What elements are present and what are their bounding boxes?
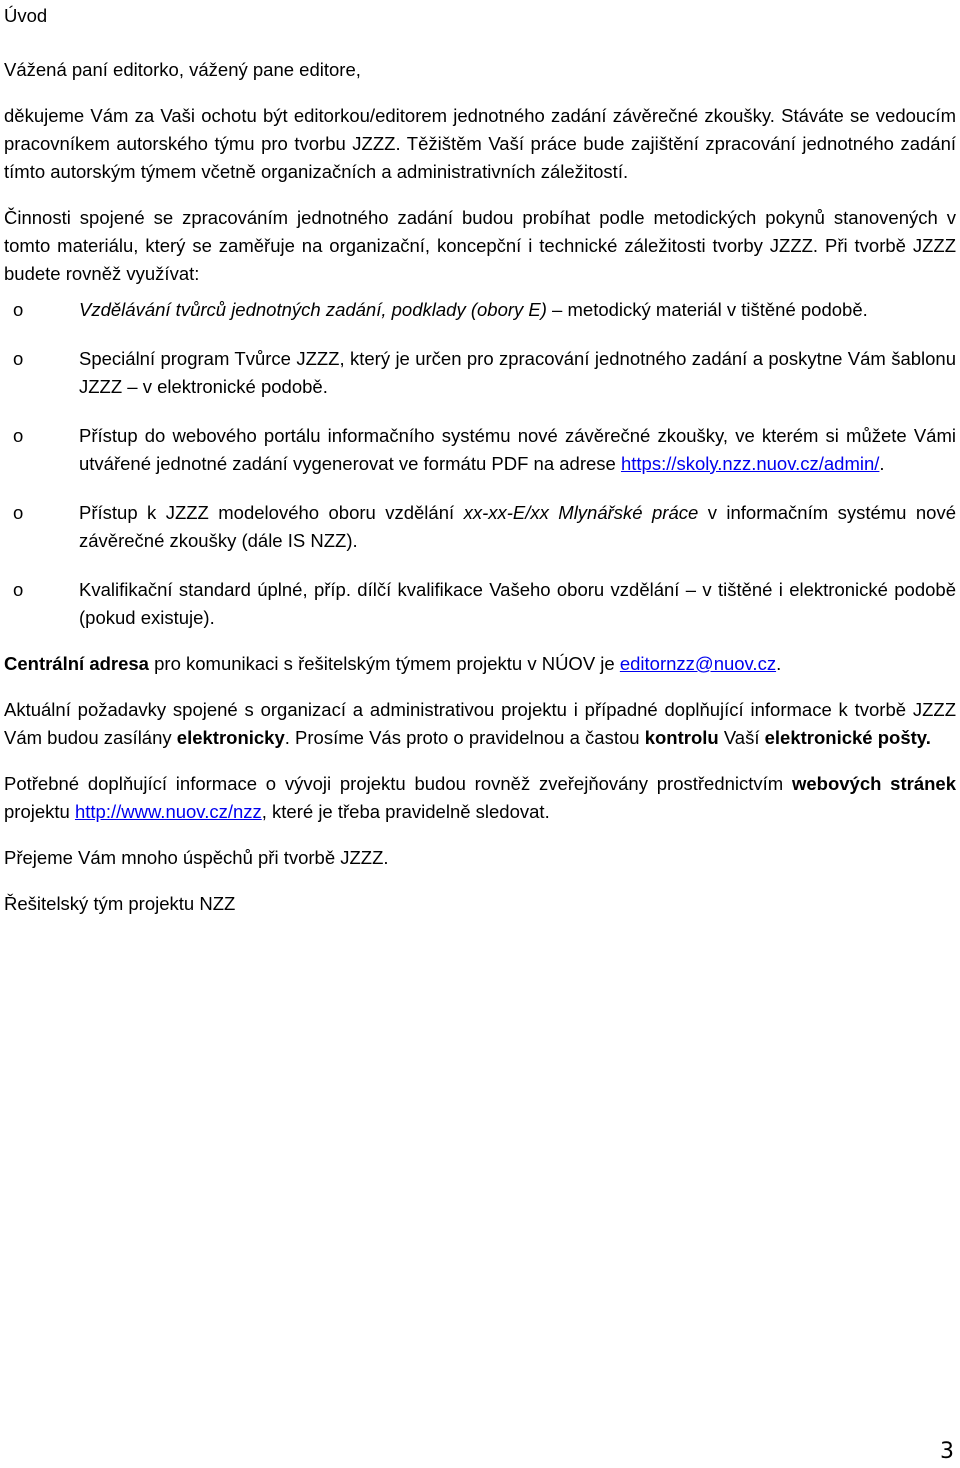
page-heading: Úvod: [4, 5, 48, 26]
requirements-paragraph: Aktuální požadavky spojené s organizací a administrativou projektu i případné doplňující informace k tvorbě JZZZ Vám budou zasílány elektronicky. Prosíme Vás proto o pravidelnou a častou kontrolu Vaší elektronické pošty.: [4, 699, 956, 748]
list-item: [4, 345, 956, 401]
project-website-link[interactable]: http://www.nuov.cz/nzz: [74, 801, 262, 822]
bullet-icon: o: [13, 299, 24, 320]
email-link[interactable]: editornzz@nuov.cz: [619, 653, 777, 674]
model-field-name: xx-xx-E/xx Mlynářské práce: [463, 502, 699, 523]
item-text: – metodický materiál v tištěné podobě.: [546, 299, 868, 320]
item-text: Speciální program Tvůrce JZZZ, který je určen pro zpracování jednotného zadání a poskytne Vám šablonu JZZZ – v elektronické podobě.: [79, 348, 956, 397]
intro-paragraph: děkujeme Vám za Vaši ochotu být editorkou/editorem jednotného zadání závěrečné zkoušky. Stáváte se vedoucím pracovníkem autorského týmu pro tvorbu JZZZ. Těžištěm Vaší práce bude zajištění zpracování jednotného zadání tímto autorským týmem včetně organizačních a administrativních záležitostí.: [4, 105, 956, 182]
list-item: [4, 576, 956, 632]
bullet-icon: o: [13, 502, 24, 523]
central-address-label: Centrální adresa: [4, 653, 149, 674]
item-title: Vzdělávání tvůrců jednotných zadání, podklady (obory E): [79, 299, 547, 320]
list-item: o Přístup k JZZZ modelového oboru vzdělání xx-xx-E/xx Mlynářské práce v informačním systému nové závěrečné zkoušky (dále IS NZZ).: [4, 499, 956, 555]
page-number: 3: [940, 1439, 954, 1464]
salutation: Vážená paní editorko, vážený pane editore,: [4, 59, 361, 80]
list-item: o Přístup do webového portálu informačního systému nové závěrečné zkoušky, ve kterém si můžete Vámi utvářené jednotné zadání vygenerovat ve formátu PDF na adrese https://skoly.nzz.nuov.cz/admin/.: [4, 422, 956, 478]
closing-wish: Přejeme Vám mnoho úspěchů při tvorbě JZZZ.: [4, 847, 389, 868]
website-paragraph: Potřebné doplňující informace o vývoji projektu budou rovněž zveřejňovány prostřednictvím webových stránek projektu http://www.nuov.cz/nzz, které je třeba pravidelně sledovat.: [4, 773, 956, 822]
signature: Řešitelský tým projektu NZZ: [4, 893, 236, 914]
item-text: Přístup k JZZZ modelového oboru vzdělání: [79, 502, 464, 523]
admin-portal-link[interactable]: https://skoly.nzz.nuov.cz/admin/: [620, 453, 880, 474]
item-text: Kvalifikační standard úplné, příp. dílčí kvalifikace Vašeho oboru vzdělání – v tištěné i elektronické podobě (pokud existuje).: [79, 579, 956, 628]
document-page: [4, 2, 956, 936]
list-item: [4, 296, 956, 324]
bullet-icon: o: [13, 348, 24, 369]
activities-paragraph: Činnosti spojené se zpracováním jednotného zadání budou probíhat podle metodických pokynů stanovených v tomto materiálu, který se zaměřuje na organizační, koncepční i technické záležitosti tvorby JZZZ. Při tvorbě JZZZ budete rovněž využívat:: [4, 207, 956, 284]
item-text: Přístup do webového portálu informačního systému nové závěrečné zkoušky, ve kterém si můžete Vámi utvářené jednotné zadání vygenerovat ve formátu PDF na adrese: [79, 425, 956, 474]
bullet-icon: o: [13, 425, 24, 446]
resource-list: [4, 296, 956, 632]
contact-paragraph: Centrální adresa pro komunikaci s řešitelským týmem projektu v NÚOV je editornzz@nuov.cz.: [4, 653, 782, 674]
bullet-icon: o: [13, 579, 24, 600]
